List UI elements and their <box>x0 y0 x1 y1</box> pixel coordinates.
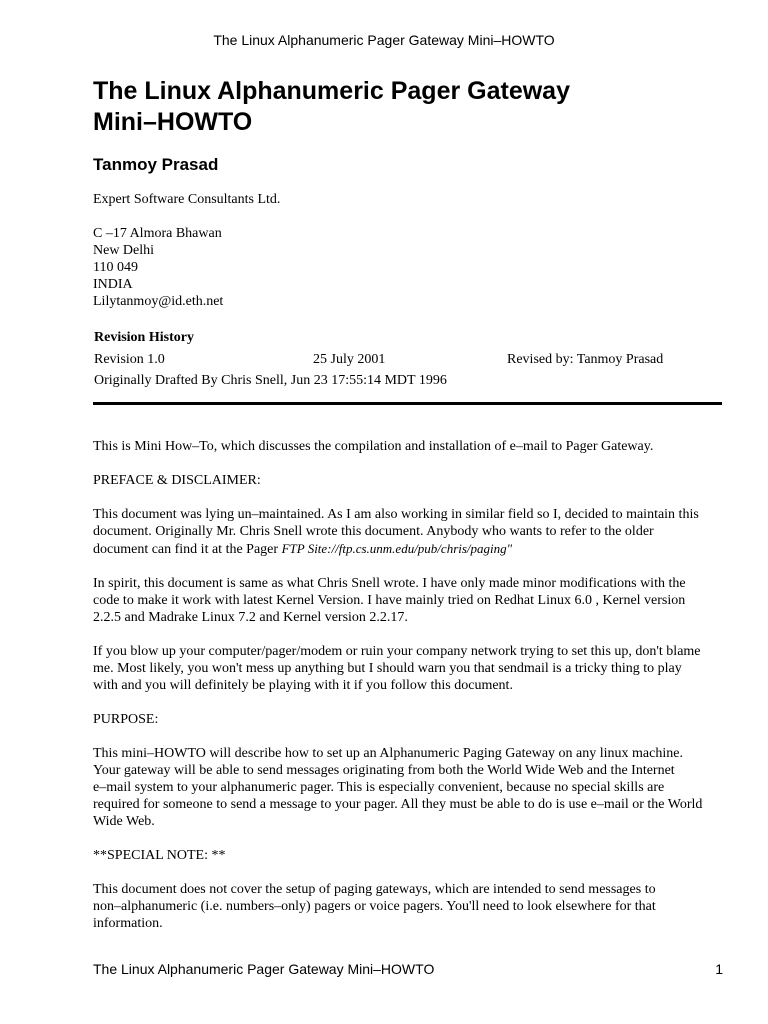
title-line-2: Mini–HOWTO <box>93 108 253 136</box>
preface-heading: PREFACE & DISCLAIMER: <box>93 473 261 488</box>
address-line: New Delhi <box>93 243 155 258</box>
purpose-paragraph <box>93 745 723 830</box>
text-line: with and you will definitely be playing with it if you follow this document. <box>93 678 513 693</box>
text-line <box>93 540 723 558</box>
revision-history-title: Revision History <box>94 330 194 345</box>
revision-note: Originally Drafted By Chris Snell, Jun 23 17:55:14 MDT 1996 <box>94 373 447 388</box>
text-line: e–mail system to your alphanumeric pager. This is especially convenient, because no special skills are <box>93 780 665 795</box>
text-line: This document was lying un–maintained. As I am also working in similar field so I, decided to maintain this <box>93 507 699 522</box>
text-line: information. <box>93 916 163 931</box>
intro-paragraph: This is Mini How–To, which discusses the compilation and installation of e–mail to Pager Gateway. <box>93 439 654 454</box>
text-line: code to make it work with latest Kernel Version. I have mainly tried on Redhat Linux 6.0 , Kernel version <box>93 593 686 608</box>
text-line: document. Originally Mr. Chris Snell wrote this document. Anybody who wants to refer to the older <box>93 524 654 539</box>
text-line: If you blow up your computer/pager/modem or ruin your company network trying to set this up, don't blame <box>93 644 701 659</box>
preface-paragraph-3 <box>93 643 723 694</box>
page-number: 1 <box>715 961 723 977</box>
organization: Expert Software Consultants Ltd. <box>93 192 281 207</box>
title-line-1: The Linux Alphanumeric Pager Gateway <box>93 77 570 105</box>
revision-row <box>93 349 723 370</box>
running-header: The Linux Alphanumeric Pager Gateway Mini–HOWTO <box>213 32 555 48</box>
address-line: INDIA <box>93 277 133 292</box>
running-footer <box>93 961 723 977</box>
text-line: Wide Web. <box>93 814 155 829</box>
text-line: This document does not cover the setup of paging gateways, which are intended to send messages to <box>93 882 656 897</box>
special-note-heading: **SPECIAL NOTE: ** <box>93 848 226 863</box>
address-line: C –17 Almora Bhawan <box>93 226 222 241</box>
body-text <box>93 438 723 932</box>
purpose-heading: PURPOSE: <box>93 712 159 727</box>
document-title <box>93 76 723 138</box>
text-line: required for someone to send a message to your pager. All they must be able to do is use e–mail or the World <box>93 797 703 812</box>
text-line: me. Most likely, you won't mess up anything but I should warn you that sendmail is a tricky thing to play <box>93 661 682 676</box>
text-line: 2.2.5 and Madrake Linux 7.2 and Kernel version 2.2.17. <box>93 610 408 625</box>
divider-rule <box>93 402 722 405</box>
affiliation-block <box>93 191 723 310</box>
ftp-site-link[interactable]: FTP Site://ftp.cs.unm.edu/pub/chris/paging" <box>281 541 513 556</box>
text-fragment: document can find it at the Pager <box>93 542 282 557</box>
footer-title: The Linux Alphanumeric Pager Gateway Mini–HOWTO <box>93 961 435 977</box>
revision-date: 25 July 2001 <box>313 352 386 367</box>
text-line: In spirit, this document is same as what Chris Snell wrote. I have only made minor modifications with the <box>93 576 686 591</box>
preface-paragraph-2 <box>93 575 723 626</box>
author-name: Tanmoy Prasad <box>93 155 219 174</box>
text-line: This mini–HOWTO will describe how to set up an Alphanumeric Paging Gateway on any linux machine. <box>93 746 683 761</box>
revision-author: Revised by: Tanmoy Prasad <box>507 352 664 367</box>
special-note-paragraph <box>93 881 723 932</box>
preface-paragraph-1 <box>93 506 723 558</box>
revision-number: Revision 1.0 <box>94 352 165 367</box>
page-content <box>93 76 723 949</box>
email-address: Lilytanmoy@id.eth.net <box>93 294 224 309</box>
text-line: non–alphanumeric (i.e. numbers–only) pagers or voice pagers. You'll need to look elsewhere for that <box>93 899 656 914</box>
address-line: 110 049 <box>93 260 138 275</box>
text-line: Your gateway will be able to send messages originating from both the World Wide Web and the Internet <box>93 763 675 778</box>
